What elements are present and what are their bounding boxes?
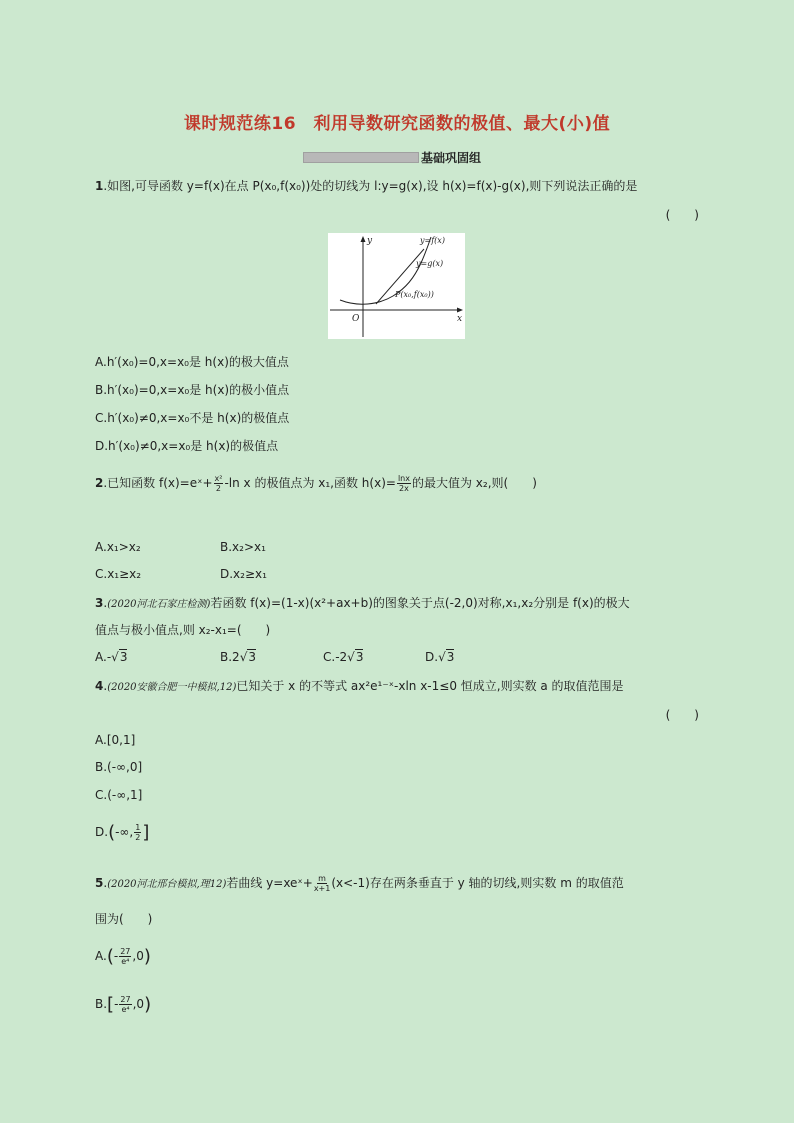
q4-option-d-label: D. (95, 825, 109, 839)
q4-option-d-den: 2 (135, 833, 141, 842)
q5-source: (2020河北邢台模拟,理12) (107, 879, 227, 890)
q3-stem-line2: 值点与极小值点,则 x₂-x₁=( ) (95, 623, 271, 637)
q4-number: 4 (95, 679, 104, 693)
q2-option-c: C.x₁≥x₂ (95, 567, 142, 581)
q5-frac-den: x+1 (313, 884, 331, 893)
q5-pre: 若曲线 y=xeˣ+ (226, 876, 313, 890)
q5-option-b-minus: - (114, 997, 119, 1011)
q5-option-a-den: e⁴ (121, 957, 130, 966)
q5-option-b-den: e⁴ (121, 1005, 130, 1014)
q3-source: (2020河北石家庄检测) (107, 599, 211, 610)
q1-graph (328, 233, 465, 339)
x-axis-label: x (457, 314, 463, 324)
q3-option-d-label: D. (425, 650, 439, 664)
section-label: 基础巩固组 (421, 150, 482, 165)
q4-stem: 4.(2020安徽合肥一中模拟,12)已知关于 x 的不等式 ax²e¹⁻ˣ-xln x-1≤0 恒成立,则实数 a 的取值范围是 (95, 679, 624, 693)
q4-option-a: A.[0,1] (95, 733, 136, 747)
q5-option-b: B.[- $\frac{27}{\text{e⁴}}$ ,0) (95, 994, 152, 1015)
q5-option-b-label: B. (95, 997, 108, 1011)
q2-stem (95, 474, 537, 493)
q4-answer-paren: ( ) (665, 708, 699, 722)
section-bar (303, 152, 419, 163)
q1-answer-paren: ( ) (665, 208, 699, 222)
q2-number: 2 (95, 476, 104, 490)
q3-text: 若函数 f(x)=(1-x)(x²+ax+b)的图象关于点(-2,0)对称,x₁,x₂分别是 f(x)的极大 (210, 596, 630, 610)
q4-text: 已知关于 x 的不等式 ax²e¹⁻ˣ-xln x-1≤0 恒成立,则实数 a 的取值范围是 (236, 679, 624, 693)
q5-fraction (314, 874, 331, 893)
curve-f-label: y=f(x) (420, 236, 445, 245)
q2-frac2-num: lnx (397, 474, 410, 483)
q1-figure (328, 233, 465, 339)
q5-option-a-fraction (119, 947, 131, 966)
q3-option-c: C.-2√3 (323, 650, 364, 664)
q2-post: 的最大值为 x₂,则( ) (411, 476, 537, 490)
q4-option-b: B.(-∞,0] (95, 760, 143, 774)
q5-number: 5 (95, 876, 104, 890)
q1-stem (95, 178, 637, 194)
q4-option-d-num: 1 (135, 823, 141, 832)
q2-fraction-2 (397, 474, 411, 493)
q3-option-a-label: A.- (95, 650, 112, 664)
q3-option-b-label: B.2 (220, 650, 240, 664)
q3-option-a: A.-√3 (95, 650, 128, 664)
q2-frac1-num: x² (214, 474, 223, 483)
q5-stem: 5.(2020河北邢台模拟,理12)若曲线 y=xeˣ+ $\frac{m}{x+1}$ (x<-1)存在两条垂直于 y 轴的切线,则实数 m 的取值范 (95, 874, 624, 893)
q5-option-a-minus: - (113, 949, 119, 963)
q2-mid: -ln x 的极值点为 x₁,函数 h(x)= (224, 476, 396, 490)
q5-frac-num: m (318, 874, 326, 883)
origin-label: O (352, 314, 360, 324)
q3-number: 3 (95, 596, 104, 610)
q5-option-b-tail: ,0 (132, 997, 145, 1011)
q5-option-a-label: A. (95, 949, 107, 963)
q4-option-c: C.(-∞,1] (95, 788, 143, 802)
q4-option-d-fraction (134, 823, 141, 842)
q5-stem-line2: 围为( ) (95, 912, 153, 926)
q1-number: 1 (95, 179, 104, 193)
q4-option-d-value: -∞, (115, 825, 134, 839)
q5-option-a: A.(- $\frac{27}{\text{e⁴}}$ ,0) (95, 946, 151, 967)
q3-option-a-radicand: 3 (119, 650, 128, 664)
q2-option-b: B.x₂>x₁ (220, 540, 266, 554)
q1-option-a: A.h′(x₀)=0,x=x₀是 h(x)的极大值点 (95, 355, 289, 369)
point-p-label: P(x₀,f(x₀)) (395, 290, 434, 299)
q2-option-d: D.x₂≥x₁ (220, 567, 267, 581)
q2-frac2-den: 2x (399, 484, 409, 493)
q3-option-b: B.2√3 (220, 650, 256, 664)
q1-option-b: B.h′(x₀)=0,x=x₀是 h(x)的极小值点 (95, 383, 290, 397)
q5-option-b-num: 27 (120, 995, 131, 1004)
q5-option-a-num: 27 (120, 947, 131, 956)
q3-option-d: D.√3 (425, 650, 455, 664)
curve-g-label: y=g(x) (416, 259, 444, 268)
q5-post: (x<-1)存在两条垂直于 y 轴的切线,则实数 m 的取值范 (331, 876, 624, 890)
q2-frac1-den: 2 (215, 484, 222, 493)
q2-option-a: A.x₁>x₂ (95, 540, 141, 554)
q3-option-d-radicand: 3 (446, 650, 455, 664)
q2-pre: .已知函数 f(x)=eˣ+ (103, 476, 213, 490)
q5-option-b-fraction (119, 995, 131, 1014)
q1-text: .如图,可导函数 y=f(x)在点 P(x₀,f(x₀))处的切线为 l:y=g(x),设 h(x)=f(x)-g(x),则下列说法正确的是 (103, 179, 638, 193)
q3-option-c-radicand: 3 (355, 650, 364, 664)
q1-option-c: C.h′(x₀)≠0,x=x₀不是 h(x)的极值点 (95, 411, 290, 425)
page-title: 课时规范练16 利用导数研究函数的极值、最大(小)值 (183, 114, 611, 134)
q4-option-d: D.(-∞, $\frac{1}{2}$ ] (95, 822, 150, 843)
q3-option-c-label: C.-2 (323, 650, 348, 664)
q1-option-d: D.h′(x₀)≠0,x=x₀是 h(x)的极值点 (95, 439, 279, 453)
q4-source: (2020安徽合肥一中模拟,12) (107, 682, 237, 693)
q5-option-a-tail: ,0 (132, 949, 144, 963)
x-axis-arrow (457, 308, 463, 313)
y-axis-label: y (367, 236, 373, 246)
y-axis-arrow (361, 236, 366, 242)
section-header (303, 150, 481, 164)
q3-option-b-radicand: 3 (248, 650, 256, 664)
q3-stem: 3.(2020河北石家庄检测)若函数 f(x)=(1-x)(x²+ax+b)的图象关于点(-2,0)对称,x₁,x₂分别是 f(x)的极大 (95, 596, 630, 610)
q2-fraction-1 (214, 474, 224, 493)
